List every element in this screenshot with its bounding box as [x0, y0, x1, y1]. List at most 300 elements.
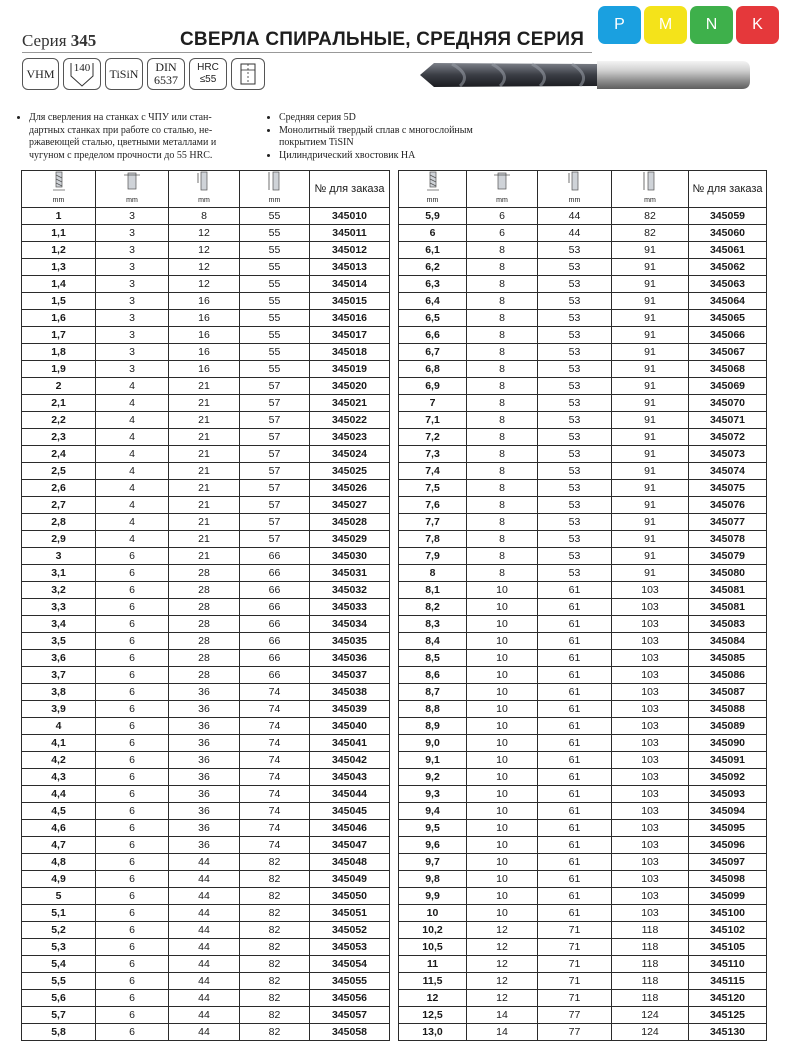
cell-flute-length: 61	[538, 888, 612, 905]
table-row	[22, 395, 390, 412]
cell-total-length: 118	[612, 922, 689, 939]
cell-flute-length: 36	[169, 718, 240, 735]
cell-flute-length: 44	[169, 922, 240, 939]
cell-total-length: 55	[240, 310, 310, 327]
cell-flute-length: 21	[169, 514, 240, 531]
table-row	[399, 378, 767, 395]
cell-order-number: 345077	[689, 514, 767, 531]
cell-diameter: 5,7	[22, 1007, 96, 1024]
cell-flute-length: 16	[169, 327, 240, 344]
table-row	[399, 837, 767, 854]
cell-diameter: 6	[399, 225, 467, 242]
cell-diameter: 7,4	[399, 463, 467, 480]
cell-diameter: 2,6	[22, 480, 96, 497]
cell-total-length: 55	[240, 276, 310, 293]
drill-diameter-icon	[49, 171, 69, 193]
cell-flute-length: 61	[538, 837, 612, 854]
cell-diameter: 7,1	[399, 412, 467, 429]
table-row	[22, 446, 390, 463]
cell-order-number: 345105	[689, 939, 767, 956]
drill-image	[412, 55, 752, 95]
cell-order-number: 345092	[689, 769, 767, 786]
cell-order-number: 345083	[689, 616, 767, 633]
cell-flute-length: 61	[538, 752, 612, 769]
table-row	[22, 956, 390, 973]
cell-flute-length: 12	[169, 242, 240, 259]
cell-flute-length: 16	[169, 310, 240, 327]
cell-order-number: 345045	[310, 803, 390, 820]
cell-total-length: 55	[240, 242, 310, 259]
cell-shank: 8	[467, 395, 538, 412]
cell-shank: 14	[467, 1024, 538, 1041]
cell-diameter: 7,7	[399, 514, 467, 531]
cell-order-number: 345012	[310, 242, 390, 259]
cell-order-number: 345059	[689, 208, 767, 225]
cell-flute-length: 61	[538, 701, 612, 718]
cell-shank: 6	[96, 956, 169, 973]
cell-flute-length: 28	[169, 582, 240, 599]
cell-shank: 3	[96, 293, 169, 310]
cell-total-length: 103	[612, 633, 689, 650]
cell-order-number: 345086	[689, 667, 767, 684]
cell-order-number: 345052	[310, 922, 390, 939]
cell-diameter: 4,8	[22, 854, 96, 871]
table-row	[399, 514, 767, 531]
cell-flute-length: 28	[169, 599, 240, 616]
cell-diameter: 10,2	[399, 922, 467, 939]
cell-shank: 10	[467, 854, 538, 871]
cell-diameter: 6,1	[399, 242, 467, 259]
cell-order-number: 345017	[310, 327, 390, 344]
cell-flute-length: 61	[538, 769, 612, 786]
cell-diameter: 3,2	[22, 582, 96, 599]
cell-shank: 4	[96, 446, 169, 463]
cell-shank: 8	[467, 361, 538, 378]
table-row	[399, 361, 767, 378]
cell-shank: 10	[467, 701, 538, 718]
cell-total-length: 74	[240, 718, 310, 735]
din-badge: DIN 6537	[147, 58, 185, 90]
cell-flute-length: 44	[169, 888, 240, 905]
cell-total-length: 57	[240, 514, 310, 531]
cell-diameter: 1,7	[22, 327, 96, 344]
table-row	[399, 769, 767, 786]
cell-total-length: 82	[240, 1024, 310, 1041]
table-row	[22, 973, 390, 990]
cell-order-number: 345027	[310, 497, 390, 514]
table-row	[22, 684, 390, 701]
cell-diameter: 9,5	[399, 820, 467, 837]
cell-order-number: 345016	[310, 310, 390, 327]
cell-order-number: 345093	[689, 786, 767, 803]
shank-diameter-icon	[122, 171, 142, 193]
cell-order-number: 345013	[310, 259, 390, 276]
cell-total-length: 82	[240, 888, 310, 905]
feature-shank: • Цилиндрический хвостовик HA	[279, 150, 532, 163]
header-diameter: mm	[399, 171, 467, 208]
cell-diameter: 2,3	[22, 429, 96, 446]
cell-diameter: 7,3	[399, 446, 467, 463]
cell-shank: 4	[96, 378, 169, 395]
cell-flute-length: 77	[538, 1024, 612, 1041]
flute-length-icon	[194, 171, 214, 193]
table-row	[22, 922, 390, 939]
cell-order-number: 345102	[689, 922, 767, 939]
cell-shank: 4	[96, 412, 169, 429]
cell-diameter: 2,1	[22, 395, 96, 412]
cell-flute-length: 53	[538, 293, 612, 310]
table-row	[22, 429, 390, 446]
cell-flute-length: 21	[169, 378, 240, 395]
cell-shank: 4	[96, 463, 169, 480]
table-row	[399, 854, 767, 871]
table-row	[22, 378, 390, 395]
cell-flute-length: 61	[538, 905, 612, 922]
cell-shank: 8	[467, 497, 538, 514]
table-row	[399, 871, 767, 888]
cell-shank: 12	[467, 922, 538, 939]
cell-flute-length: 21	[169, 497, 240, 514]
cell-total-length: 57	[240, 446, 310, 463]
cell-flute-length: 44	[169, 990, 240, 1007]
cell-shank: 6	[96, 769, 169, 786]
cell-shank: 8	[467, 293, 538, 310]
cell-total-length: 74	[240, 769, 310, 786]
cell-total-length: 82	[240, 973, 310, 990]
cell-shank: 8	[467, 310, 538, 327]
header-diameter: mm	[22, 171, 96, 208]
cell-order-number: 345022	[310, 412, 390, 429]
coating-badge: TiSiN	[105, 58, 143, 90]
table-row	[22, 497, 390, 514]
cell-diameter: 5,2	[22, 922, 96, 939]
cell-diameter: 8,3	[399, 616, 467, 633]
cell-total-length: 103	[612, 752, 689, 769]
cell-total-length: 103	[612, 616, 689, 633]
cell-flute-length: 21	[169, 395, 240, 412]
cell-flute-length: 16	[169, 293, 240, 310]
table-row	[399, 548, 767, 565]
cell-shank: 12	[467, 973, 538, 990]
cell-diameter: 6,5	[399, 310, 467, 327]
cell-shank: 10	[467, 633, 538, 650]
cell-total-length: 91	[612, 259, 689, 276]
cell-flute-length: 53	[538, 548, 612, 565]
cell-total-length: 91	[612, 327, 689, 344]
cell-shank: 8	[467, 327, 538, 344]
cell-shank: 10	[467, 735, 538, 752]
header-total-length: mm	[240, 171, 310, 208]
cell-order-number: 345081	[689, 599, 767, 616]
cell-diameter: 11	[399, 956, 467, 973]
cell-diameter: 2,9	[22, 531, 96, 548]
cell-flute-length: 53	[538, 514, 612, 531]
cell-total-length: 103	[612, 769, 689, 786]
cell-total-length: 103	[612, 888, 689, 905]
cell-order-number: 345074	[689, 463, 767, 480]
cell-order-number: 345075	[689, 480, 767, 497]
cell-flute-length: 21	[169, 446, 240, 463]
cell-total-length: 91	[612, 429, 689, 446]
cell-diameter: 6,2	[399, 259, 467, 276]
drill-diameter-icon	[423, 171, 443, 193]
table-row	[22, 616, 390, 633]
cell-flute-length: 21	[169, 531, 240, 548]
table-row	[22, 803, 390, 820]
cell-shank: 10	[467, 667, 538, 684]
table-row	[399, 395, 767, 412]
cell-total-length: 57	[240, 412, 310, 429]
cell-diameter: 5	[22, 888, 96, 905]
cell-diameter: 4,6	[22, 820, 96, 837]
cell-shank: 8	[467, 378, 538, 395]
cell-shank: 6	[96, 718, 169, 735]
cell-total-length: 55	[240, 327, 310, 344]
series-number: 345	[70, 31, 97, 50]
cell-flute-length: 53	[538, 310, 612, 327]
cell-shank: 10	[467, 616, 538, 633]
cell-order-number: 345076	[689, 497, 767, 514]
cell-shank: 12	[467, 990, 538, 1007]
cell-order-number: 345024	[310, 446, 390, 463]
cell-flute-length: 53	[538, 565, 612, 582]
cell-flute-length: 36	[169, 837, 240, 854]
cell-diameter: 5,1	[22, 905, 96, 922]
cell-flute-length: 53	[538, 327, 612, 344]
cell-order-number: 345032	[310, 582, 390, 599]
cell-shank: 6	[96, 837, 169, 854]
cell-total-length: 82	[240, 854, 310, 871]
cell-shank: 3	[96, 276, 169, 293]
cell-shank: 6	[96, 752, 169, 769]
cell-diameter: 10	[399, 905, 467, 922]
cell-shank: 8	[467, 242, 538, 259]
cell-diameter: 2,2	[22, 412, 96, 429]
cell-shank: 10	[467, 871, 538, 888]
cell-diameter: 5,6	[22, 990, 96, 1007]
cell-diameter: 6,7	[399, 344, 467, 361]
table-row	[22, 293, 390, 310]
cell-shank: 6	[96, 871, 169, 888]
table-row	[399, 276, 767, 293]
table-row	[22, 531, 390, 548]
cell-shank: 6	[96, 650, 169, 667]
table-row	[22, 820, 390, 837]
cell-diameter: 8,1	[399, 582, 467, 599]
cell-flute-length: 44	[169, 905, 240, 922]
cell-total-length: 118	[612, 939, 689, 956]
features-left	[22, 112, 282, 162]
cell-total-length: 91	[612, 480, 689, 497]
cell-order-number: 345031	[310, 565, 390, 582]
table-row	[399, 633, 767, 650]
cell-diameter: 8,9	[399, 718, 467, 735]
table-row	[22, 769, 390, 786]
cell-shank: 14	[467, 1007, 538, 1024]
property-badges	[22, 58, 265, 90]
table-row	[22, 208, 390, 225]
cell-diameter: 1,6	[22, 310, 96, 327]
cell-order-number: 345065	[689, 310, 767, 327]
cell-shank: 10	[467, 582, 538, 599]
cell-total-length: 118	[612, 990, 689, 1007]
cell-total-length: 66	[240, 582, 310, 599]
cell-diameter: 6,3	[399, 276, 467, 293]
cell-flute-length: 53	[538, 378, 612, 395]
cell-shank: 6	[96, 684, 169, 701]
cell-order-number: 345068	[689, 361, 767, 378]
table-row	[399, 327, 767, 344]
cell-order-number: 345010	[310, 208, 390, 225]
cell-shank: 10	[467, 599, 538, 616]
cell-order-number: 345037	[310, 667, 390, 684]
cell-total-length: 66	[240, 650, 310, 667]
cell-diameter: 4	[22, 718, 96, 735]
cell-total-length: 74	[240, 820, 310, 837]
cell-shank: 10	[467, 650, 538, 667]
cell-diameter: 1,9	[22, 361, 96, 378]
feature-series: • Средняя серия 5D	[279, 112, 532, 125]
cell-diameter: 10,5	[399, 939, 467, 956]
cell-diameter: 3,3	[22, 599, 96, 616]
table-row	[399, 480, 767, 497]
cell-diameter: 13,0	[399, 1024, 467, 1041]
cell-shank: 4	[96, 497, 169, 514]
cell-order-number: 345070	[689, 395, 767, 412]
table-row	[22, 718, 390, 735]
cell-total-length: 66	[240, 599, 310, 616]
table-row	[399, 820, 767, 837]
cell-total-length: 57	[240, 497, 310, 514]
cell-order-number: 345063	[689, 276, 767, 293]
cell-flute-length: 36	[169, 769, 240, 786]
cell-total-length: 82	[240, 939, 310, 956]
cell-order-number: 345058	[310, 1024, 390, 1041]
table-row	[22, 310, 390, 327]
cell-total-length: 66	[240, 633, 310, 650]
table-row	[22, 276, 390, 293]
cell-total-length: 82	[240, 871, 310, 888]
cell-flute-length: 61	[538, 616, 612, 633]
cell-flute-length: 16	[169, 361, 240, 378]
table-row	[399, 973, 767, 990]
cell-shank: 3	[96, 259, 169, 276]
cell-flute-length: 28	[169, 616, 240, 633]
cell-shank: 10	[467, 803, 538, 820]
cell-diameter: 7,2	[399, 429, 467, 446]
table-row	[22, 633, 390, 650]
cell-diameter: 5,9	[399, 208, 467, 225]
table-row	[22, 242, 390, 259]
table-row	[399, 582, 767, 599]
cell-shank: 4	[96, 531, 169, 548]
cell-total-length: 55	[240, 259, 310, 276]
cell-flute-length: 61	[538, 854, 612, 871]
cell-total-length: 91	[612, 310, 689, 327]
cell-flute-length: 44	[538, 208, 612, 225]
cell-total-length: 91	[612, 548, 689, 565]
cell-diameter: 6,6	[399, 327, 467, 344]
cell-diameter: 8	[399, 565, 467, 582]
cell-diameter: 6,9	[399, 378, 467, 395]
cell-order-number: 345087	[689, 684, 767, 701]
cell-diameter: 9,0	[399, 735, 467, 752]
cell-diameter: 7,8	[399, 531, 467, 548]
table-row	[22, 259, 390, 276]
cell-order-number: 345050	[310, 888, 390, 905]
cell-diameter: 7,6	[399, 497, 467, 514]
table-row	[399, 599, 767, 616]
cell-order-number: 345056	[310, 990, 390, 1007]
cell-shank: 10	[467, 786, 538, 803]
cell-total-length: 74	[240, 735, 310, 752]
cell-shank: 8	[467, 276, 538, 293]
cell-order-number: 345055	[310, 973, 390, 990]
cell-total-length: 103	[612, 667, 689, 684]
cell-diameter: 3,1	[22, 565, 96, 582]
cell-total-length: 91	[612, 378, 689, 395]
cell-order-number: 345072	[689, 429, 767, 446]
cell-order-number: 345090	[689, 735, 767, 752]
cell-order-number: 345069	[689, 378, 767, 395]
table-row	[22, 1024, 390, 1041]
table-row	[22, 888, 390, 905]
table-row	[399, 922, 767, 939]
table-row	[399, 616, 767, 633]
cell-diameter: 3,7	[22, 667, 96, 684]
cell-total-length: 66	[240, 565, 310, 582]
table-row	[22, 701, 390, 718]
cell-shank: 8	[467, 531, 538, 548]
cell-diameter: 1,8	[22, 344, 96, 361]
cell-total-length: 82	[240, 1007, 310, 1024]
cell-flute-length: 61	[538, 803, 612, 820]
cell-order-number: 345098	[689, 871, 767, 888]
cell-diameter: 1	[22, 208, 96, 225]
cell-order-number: 345062	[689, 259, 767, 276]
cell-shank: 8	[467, 259, 538, 276]
cell-diameter: 2,5	[22, 463, 96, 480]
cell-flute-length: 61	[538, 718, 612, 735]
cell-total-length: 55	[240, 344, 310, 361]
cell-total-length: 103	[612, 684, 689, 701]
feature-material: • Монолитный твердый сплав с многослойным покрытием TiSIN	[279, 125, 532, 150]
cell-total-length: 103	[612, 582, 689, 599]
cell-total-length: 66	[240, 667, 310, 684]
table-row	[399, 956, 767, 973]
cell-flute-length: 36	[169, 786, 240, 803]
cell-flute-length: 28	[169, 565, 240, 582]
cell-order-number: 345033	[310, 599, 390, 616]
cell-flute-length: 53	[538, 395, 612, 412]
cell-shank: 10	[467, 905, 538, 922]
cell-diameter: 3	[22, 548, 96, 565]
cell-total-length: 103	[612, 871, 689, 888]
cell-diameter: 4,9	[22, 871, 96, 888]
cell-order-number: 345073	[689, 446, 767, 463]
cell-flute-length: 53	[538, 276, 612, 293]
cell-total-length: 91	[612, 293, 689, 310]
cell-diameter: 4,5	[22, 803, 96, 820]
cell-order-number: 345064	[689, 293, 767, 310]
table-row	[399, 429, 767, 446]
total-length-icon	[640, 171, 660, 193]
cell-flute-length: 61	[538, 667, 612, 684]
cell-shank: 6	[96, 990, 169, 1007]
cell-total-length: 74	[240, 684, 310, 701]
cell-flute-length: 21	[169, 480, 240, 497]
cell-order-number: 345035	[310, 633, 390, 650]
